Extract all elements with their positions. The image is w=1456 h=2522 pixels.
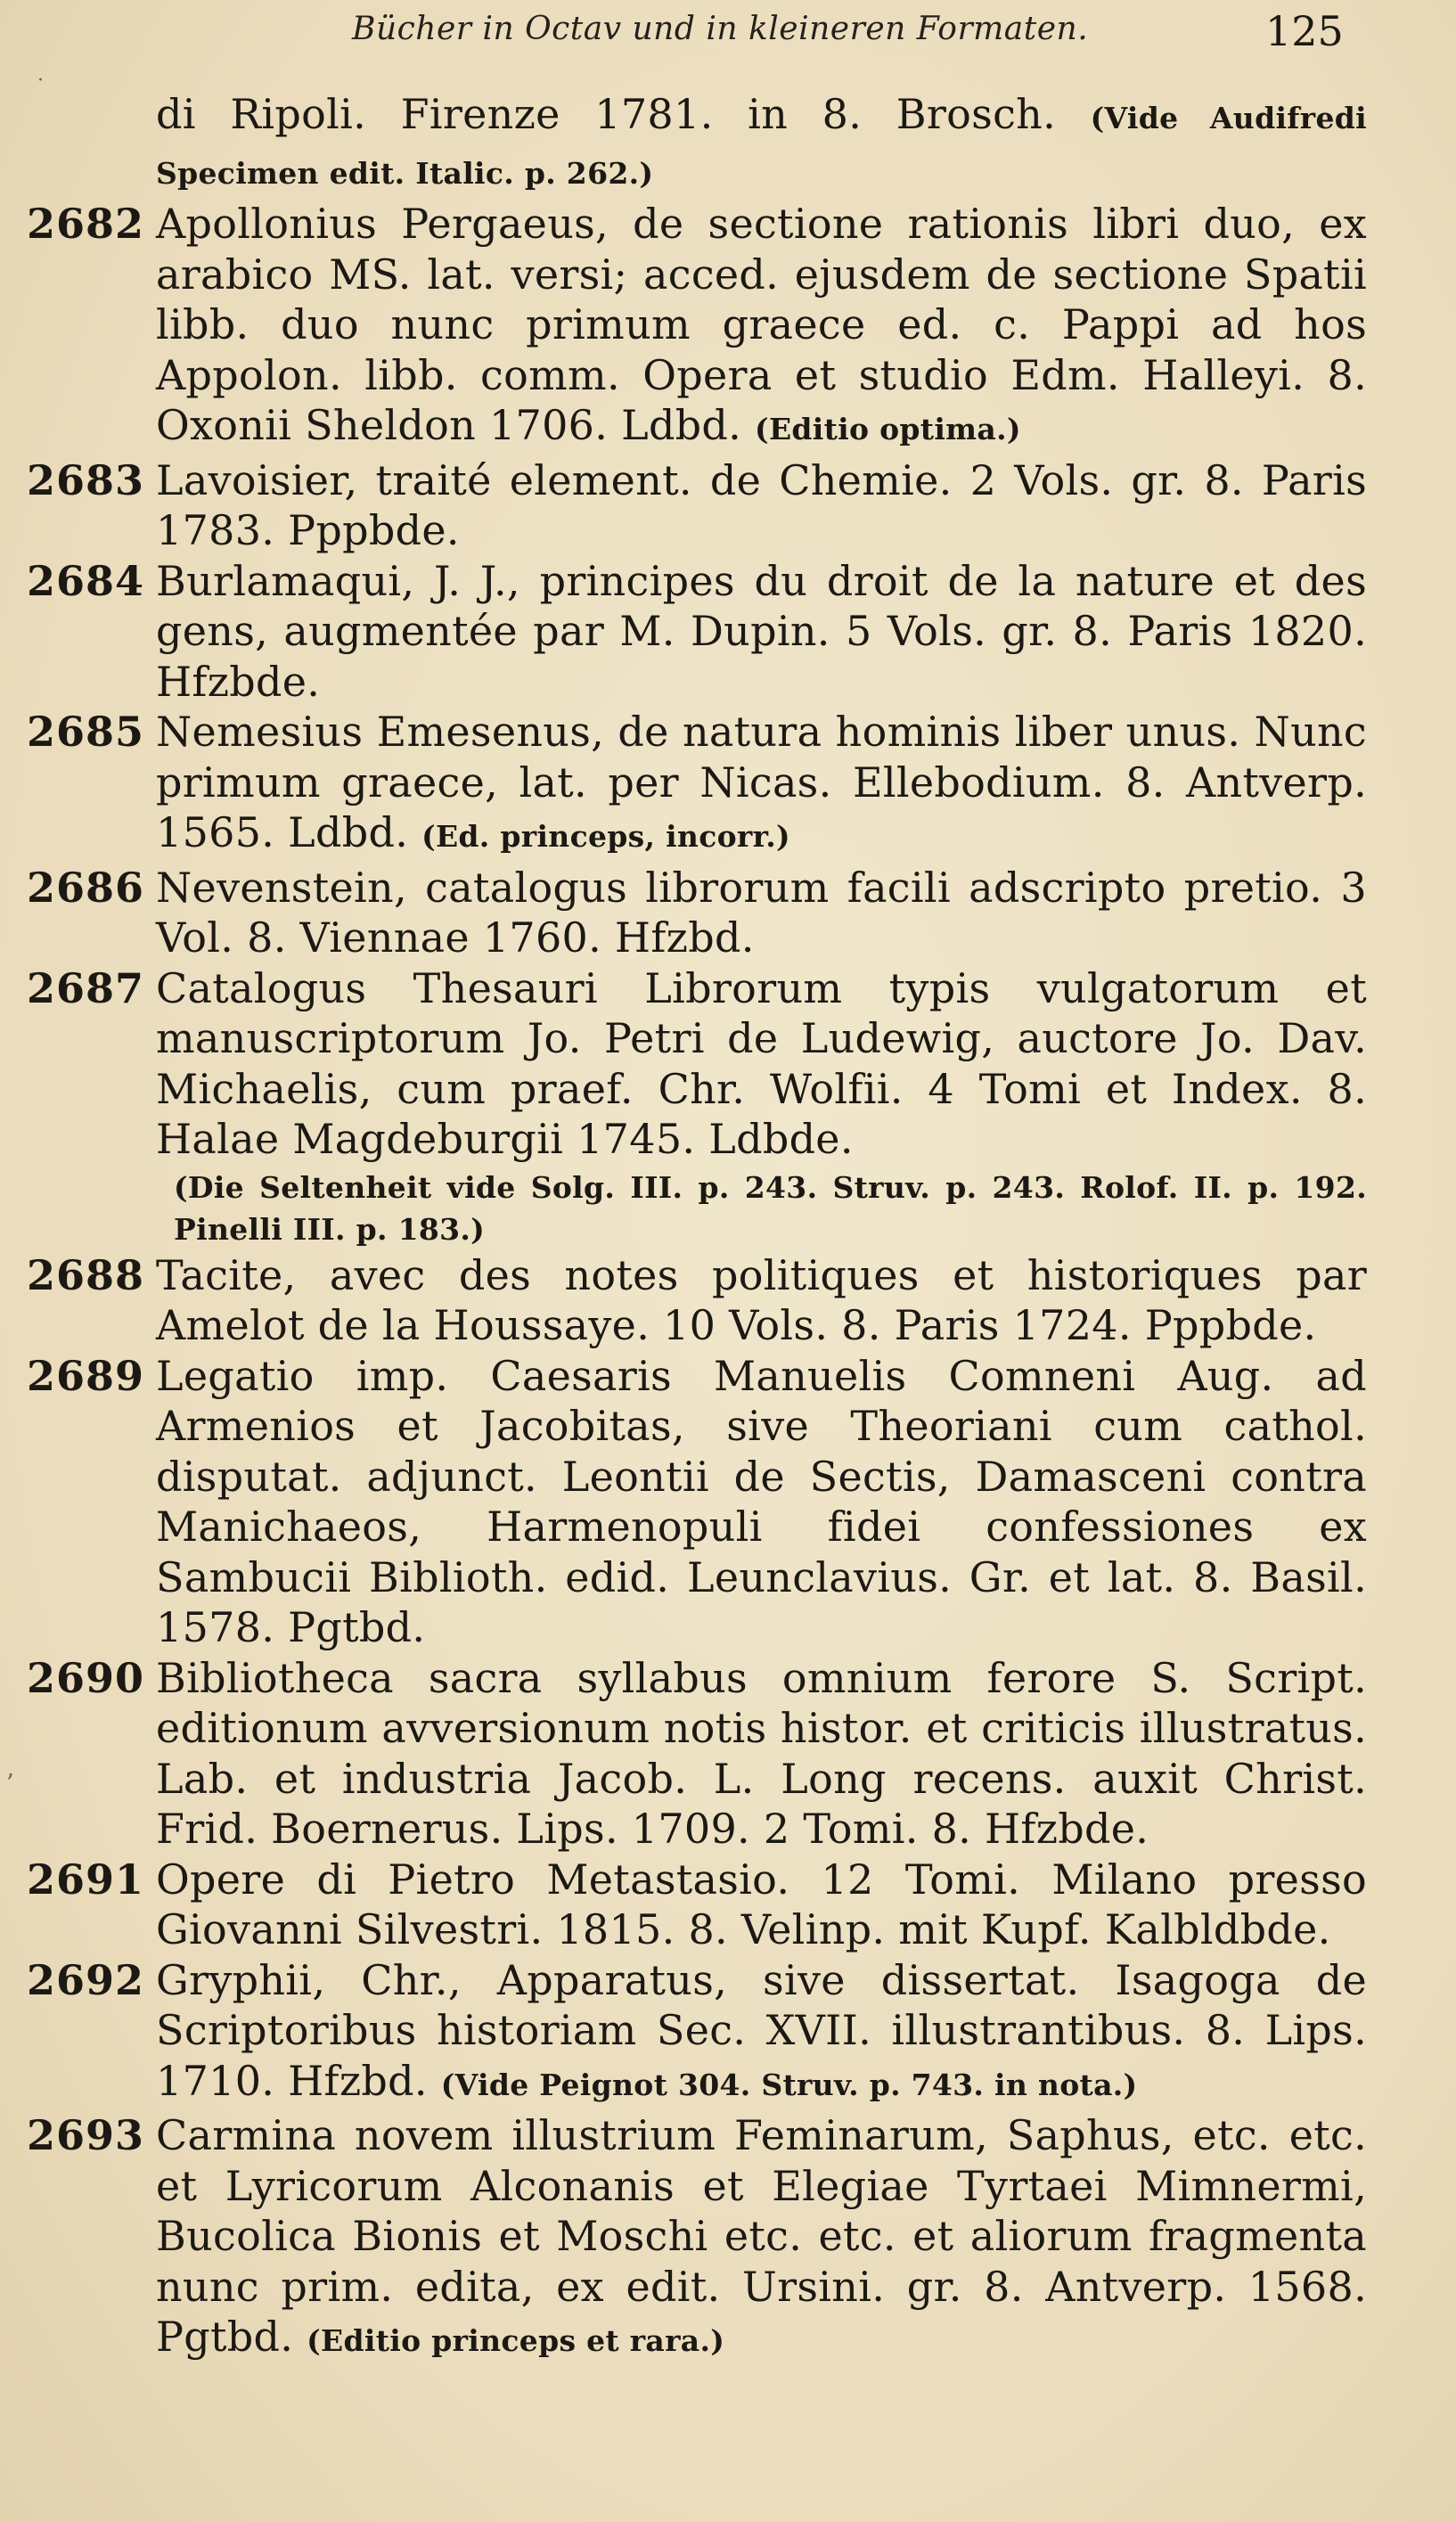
entry-text [156, 1955, 1367, 2111]
entry-body: Opere di Pietro Metastasio. 12 Tomi. Milano presso Giovanni Silvestri. 1815. 8. Velinp. mit Kupf. Kalbldbde. [156, 1855, 1367, 1953]
catalogue-entry [0, 199, 1456, 455]
running-head: Bücher in Octav und in kleineren Formaten. [352, 11, 1089, 47]
entry-note-block: (Die Seltenheit vide Solg. III. p. 243. Struv. p. 243. Rolof. II. p. 192. Pinelli III. p. 183.) [174, 1169, 1367, 1247]
entry-body: Bibliotheca sacra syllabus omnium ferore S. Script. editionum avversionum notis histor. et criticis illustratus. Lab. et industria Jacob. L. Long recens. auxit Christ. Frid. Boernerus. Lips. 1709. 2 Tomi. 8. Hfzbde. [156, 1653, 1367, 1853]
entry-text [156, 1855, 1367, 1955]
catalogue-entry [0, 1250, 1456, 1351]
entry-note: (Ed. princeps, incorr.) [421, 819, 790, 854]
entry-body: di Ripoli. Firenze 1781. in 8. Brosch. [156, 90, 1056, 138]
catalogue-entry [0, 455, 1456, 556]
entry-text [156, 556, 1367, 708]
entry-number: 2682 [27, 200, 145, 248]
entry-body: Nevenstein, catalogus librorum facili adscripto pretio. 3 Vol. 8. Viennae 1760. Hfzbd. [156, 863, 1367, 962]
page-header [0, 7, 1456, 61]
entry-list [0, 89, 1456, 2367]
entry-body: Gryphii, Chr., Apparatus, sive dissertat. Isagoga de Scriptoribus historiam Sec. XVII. illustrantibus. 8. Lips. 1710. Hfzbd. [156, 1955, 1367, 2105]
catalogue-entry [0, 707, 1456, 863]
entry-text [156, 2110, 1367, 2367]
catalogue-entry [0, 1351, 1456, 1653]
entry-number: 2684 [27, 556, 145, 605]
entry-text [156, 863, 1367, 963]
speck-mark: · [37, 70, 44, 92]
catalogue-entry [0, 963, 1456, 1250]
entry-text [156, 455, 1367, 556]
entry-number: 2687 [27, 963, 145, 1012]
entry-body: Apollonius Pergaeus, de sectione rationis libri duo, ex arabico MS. lat. versi; acced. ejusdem de sectione Spatii libb. duo nunc primum graece ed. c. Pappi ad hos Appolon. libb. comm. Opera et studio Edm. Halleyi. 8. Oxonii Sheldon 1706. Ldbd. [156, 200, 1367, 449]
entry-text [156, 199, 1367, 455]
entry-note: (Editio optima.) [755, 412, 1021, 446]
catalogue-entry [0, 2110, 1456, 2367]
catalogue-entry [0, 1955, 1456, 2111]
entry-text [156, 1250, 1367, 1351]
entry-number: 2689 [27, 1351, 145, 1400]
entry-body: Legatio imp. Caesaris Manuelis Comneni Aug. ad Armenios et Jacobitas, sive Theoriani cum cathol. disputat. adjunct. Leontii de Sectis, Damasceni contra Manichaeos, Harmenopuli fidei confessiones ex Sambucii Biblioth. edid. Leunclavius. Gr. et lat. 8. Basil. 1578. Pgtbd. [156, 1351, 1367, 1651]
entry-body: Tacite, avec des notes politiques et historiques par Amelot de la Houssaye. 10 Vols. 8. Paris 1724. Pppbde. [156, 1250, 1367, 1349]
entry-body: Catalogus Thesauri Librorum typis vulgatorum et manuscriptorum Jo. Petri de Ludewig, auctore Jo. Dav. Michaelis, cum praef. Chr. Wolfii. 4 Tomi et Index. 8. Halae Magdeburgii 1745. Ldbde. [156, 963, 1367, 1163]
catalogue-entry [0, 89, 1456, 199]
entry-text [156, 89, 1367, 199]
entry-body: Burlamaqui, J. J., principes du droit de la nature et des gens, augmentée par M. Dupin. 5 Vols. gr. 8. Paris 1820. Hfzbde. [156, 556, 1367, 706]
entry-note: (Editio princeps et rara.) [307, 2323, 725, 2358]
entry-text [156, 963, 1367, 1250]
entry-note: (Vide Peignot 304. Struv. p. 743. in nota.) [440, 2067, 1138, 2102]
catalogue-entry [0, 1855, 1456, 1955]
catalogue-entry [0, 556, 1456, 708]
entry-text [156, 707, 1367, 863]
entry-body: Nemesius Emesenus, de natura hominis liber unus. Nunc primum graece, lat. per Nicas. Ellebodium. 8. Antverp. 1565. Ldbd. [156, 708, 1367, 856]
catalogue-entry [0, 863, 1456, 963]
entry-number: 2692 [27, 1955, 145, 2004]
page-number: 125 [1265, 7, 1344, 55]
entry-number: 2690 [27, 1653, 145, 1702]
entry-text [156, 1653, 1367, 1855]
entry-text [156, 1351, 1367, 1653]
entry-note: (Vide Audifredi Specimen edit. Italic. p. 262.) [156, 101, 1367, 191]
margin-tick-mark: ʼ [5, 1769, 13, 1798]
entry-number: 2693 [27, 2111, 145, 2159]
entry-number: 2691 [27, 1855, 145, 1904]
entry-number: 2686 [27, 863, 145, 912]
catalogue-entry [0, 1653, 1456, 1855]
entry-body: Carmina novem illustrium Feminarum, Saphus, etc. etc. et Lyricorum Alconanis et Elegiae Tyrtaei Mimnermi, Bucolica Bionis et Moschi etc. etc. et aliorum fragmenta nunc prim. edita, ex edit. Ursini. gr. 8. Antverp. 1568. Pgtbd. [156, 2111, 1367, 2361]
entry-number: 2685 [27, 708, 145, 756]
entry-number: 2683 [27, 455, 145, 504]
entry-number: 2688 [27, 1250, 145, 1299]
entry-body: Lavoisier, traité element. de Chemie. 2 Vols. gr. 8. Paris 1783. Pppbde. [156, 455, 1367, 554]
